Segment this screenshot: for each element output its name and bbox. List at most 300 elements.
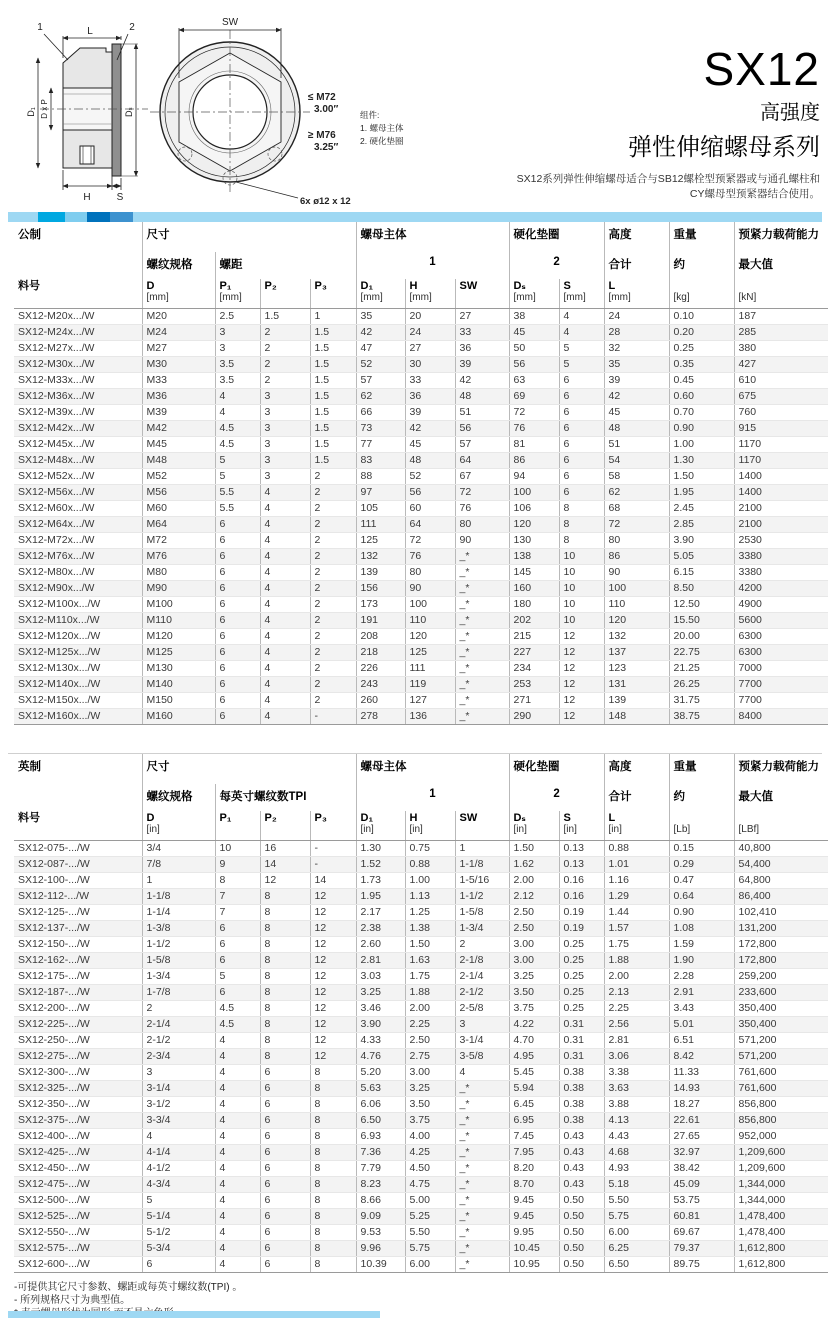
value-cell: 47 [356, 341, 405, 357]
value-cell: 2 [455, 937, 509, 953]
value-cell: 79.37 [669, 1241, 734, 1257]
dim-dxp-label: D x P [40, 99, 49, 119]
value-cell: 1-1/2 [455, 889, 509, 905]
group-header-nut-body: 螺母主体 [356, 754, 509, 784]
value-cell: 9 [215, 857, 260, 873]
value-cell: 6 [215, 645, 260, 661]
table-row [14, 629, 828, 645]
size-note-ge: ≥ M76 [308, 130, 336, 141]
part-number-cell: SX12-M24x.../W [14, 325, 142, 341]
value-cell: 4 [215, 1145, 260, 1161]
value-cell: 12 [559, 645, 604, 661]
part-number-cell: SX12-450-.../W [14, 1161, 142, 1177]
value-cell: 202 [509, 613, 559, 629]
group-header-size: 尺寸 [142, 222, 356, 252]
value-cell: 1-7/8 [142, 985, 215, 1001]
value-cell: 39 [405, 405, 455, 421]
value-cell: 0.38 [559, 1065, 604, 1081]
value-cell: 3 [260, 389, 310, 405]
value-cell: 4 [215, 1225, 260, 1241]
value-cell: 1.88 [604, 953, 669, 969]
part-number-cell: SX12-175-.../W [14, 969, 142, 985]
value-cell: 50 [509, 341, 559, 357]
value-cell: 20 [405, 309, 455, 325]
value-cell: 3.00 [509, 937, 559, 953]
part-number-cell: SX12-187-.../W [14, 985, 142, 1001]
value-cell: 227 [509, 645, 559, 661]
subheader-tpi: 每英寸螺纹数TPI [215, 784, 356, 811]
value-cell: 10 [559, 597, 604, 613]
value-cell: 4 [215, 1193, 260, 1209]
value-cell: 1.5 [310, 373, 356, 389]
value-cell: 427 [734, 357, 828, 373]
value-cell: 4.25 [405, 1145, 455, 1161]
value-cell: 6 [559, 421, 604, 437]
part-number-cell: SX12-200-.../W [14, 1001, 142, 1017]
part-number-cell: SX12-M72x.../W [14, 533, 142, 549]
value-cell: 0.16 [559, 873, 604, 889]
value-cell: 2.13 [604, 985, 669, 1001]
value-cell: 2.38 [356, 921, 405, 937]
value-cell: _* [455, 581, 509, 597]
value-cell: _* [455, 613, 509, 629]
value-cell: 3.46 [356, 1001, 405, 1017]
page-title: SX12 [703, 43, 820, 95]
table-row [14, 677, 828, 693]
value-cell: 6 [559, 405, 604, 421]
table-row [14, 1001, 828, 1017]
value-cell: 6 [215, 613, 260, 629]
value-cell: 2 [310, 469, 356, 485]
part-number-cell: SX12-250-.../W [14, 1033, 142, 1049]
table-row [14, 1161, 828, 1177]
value-cell: 5-1/4 [142, 1209, 215, 1225]
value-cell: 48 [604, 421, 669, 437]
value-cell: 3.03 [356, 969, 405, 985]
value-cell: 610 [734, 373, 828, 389]
value-cell: 68 [604, 501, 669, 517]
value-cell: 0.43 [559, 1129, 604, 1145]
part-number-cell: SX12-525-.../W [14, 1209, 142, 1225]
value-cell: 36 [455, 341, 509, 357]
column-header: P₂ [260, 811, 310, 841]
value-cell: 6 [559, 469, 604, 485]
value-cell: 27.65 [669, 1129, 734, 1145]
value-cell: _* [455, 549, 509, 565]
part-number-cell: SX12-M76x.../W [14, 549, 142, 565]
value-cell: 5600 [734, 613, 828, 629]
value-cell: 12 [559, 629, 604, 645]
value-cell: 3.06 [604, 1049, 669, 1065]
value-cell: 12 [310, 1001, 356, 1017]
value-cell: 4.93 [604, 1161, 669, 1177]
part-number-cell: SX12-M27x.../W [14, 341, 142, 357]
value-cell: 3 [260, 437, 310, 453]
metric-table [14, 222, 828, 725]
value-cell: 2 [310, 549, 356, 565]
value-cell: 132 [604, 629, 669, 645]
value-cell: _* [455, 597, 509, 613]
value-cell: 8 [310, 1161, 356, 1177]
value-cell: 7 [215, 889, 260, 905]
value-cell: 27 [455, 309, 509, 325]
value-cell: 32 [604, 341, 669, 357]
part-number-cell: SX12-M140x.../W [14, 677, 142, 693]
column-header: L [in] [604, 811, 669, 841]
value-cell: 48 [405, 453, 455, 469]
value-cell: 10 [559, 581, 604, 597]
value-cell: 2 [310, 485, 356, 501]
value-cell: 39 [455, 357, 509, 373]
value-cell: 106 [509, 501, 559, 517]
value-cell: 5-1/2 [142, 1225, 215, 1241]
value-cell: 1-1/8 [142, 889, 215, 905]
value-cell: _* [455, 1241, 509, 1257]
value-cell: 5.00 [405, 1193, 455, 1209]
value-cell: 0.25 [559, 937, 604, 953]
value-cell: 233,600 [734, 985, 828, 1001]
table-row [14, 841, 828, 857]
value-cell: 4.33 [356, 1033, 405, 1049]
table-row [14, 1193, 828, 1209]
value-cell: 54,400 [734, 857, 828, 873]
value-cell: 139 [604, 693, 669, 709]
part-number-cell: SX12-M120x.../W [14, 629, 142, 645]
value-cell: 260 [356, 693, 405, 709]
table-row [14, 325, 828, 341]
value-cell: 131,200 [734, 921, 828, 937]
table-row [14, 921, 828, 937]
table-row [14, 1129, 828, 1145]
value-cell: 14.93 [669, 1081, 734, 1097]
value-cell: 2.45 [669, 501, 734, 517]
column-header: H [mm] [405, 279, 455, 309]
value-cell: 8 [310, 1241, 356, 1257]
value-cell: 12 [310, 1017, 356, 1033]
value-cell: 4 [260, 533, 310, 549]
value-cell: 1.5 [310, 405, 356, 421]
value-cell: 5.05 [669, 549, 734, 565]
group-header-height: 高度 [604, 754, 669, 784]
value-cell: 24 [405, 325, 455, 341]
value-cell: _* [455, 1225, 509, 1241]
value-cell: 3.00 [509, 953, 559, 969]
subheader-preload-max: 最大值 [734, 252, 828, 279]
value-cell: 285 [734, 325, 828, 341]
part-number-cell: SX12-087-.../W [14, 857, 142, 873]
value-cell: 253 [509, 677, 559, 693]
value-cell: 761,600 [734, 1081, 828, 1097]
column-header: Dₛ [mm] [509, 279, 559, 309]
value-cell: 208 [356, 629, 405, 645]
subheader-nut-body-num: 1 [356, 784, 509, 811]
value-cell: 12 [559, 709, 604, 725]
value-cell: 5.5 [215, 485, 260, 501]
column-header: SW [455, 279, 509, 309]
value-cell: 38 [509, 309, 559, 325]
value-cell: 51 [604, 437, 669, 453]
value-cell: 1,478,400 [734, 1209, 828, 1225]
value-cell: 72 [405, 533, 455, 549]
value-cell: 1-1/8 [455, 857, 509, 873]
column-header: SW [455, 811, 509, 841]
part-number-cell: SX12-M30x.../W [14, 357, 142, 373]
value-cell: 76 [509, 421, 559, 437]
value-cell: 100 [604, 581, 669, 597]
value-cell: 7700 [734, 693, 828, 709]
value-cell: 4 [215, 1241, 260, 1257]
value-cell: 8 [310, 1193, 356, 1209]
value-cell: 3-5/8 [455, 1049, 509, 1065]
value-cell: 6300 [734, 629, 828, 645]
value-cell: 915 [734, 421, 828, 437]
value-cell: 6.51 [669, 1033, 734, 1049]
value-cell: 4 [260, 597, 310, 613]
value-cell: 180 [509, 597, 559, 613]
value-cell: 0.90 [669, 421, 734, 437]
value-cell: - [310, 841, 356, 857]
part-number-cell: SX12-M60x.../W [14, 501, 142, 517]
value-cell: M20 [142, 309, 215, 325]
value-cell: M39 [142, 405, 215, 421]
value-cell: 72 [604, 517, 669, 533]
value-cell: 51 [455, 405, 509, 421]
value-cell: 64 [405, 517, 455, 533]
table-row [14, 1257, 828, 1273]
value-cell: 3 [455, 1017, 509, 1033]
value-cell: 4 [260, 485, 310, 501]
table-row [14, 533, 828, 549]
value-cell: 0.43 [559, 1177, 604, 1193]
part-number-cell: SX12-M20x.../W [14, 309, 142, 325]
part-number-cell: SX12-M150x.../W [14, 693, 142, 709]
part-number-cell: SX12-M130x.../W [14, 661, 142, 677]
value-cell: 0.70 [669, 405, 734, 421]
value-cell: 0.64 [669, 889, 734, 905]
value-cell: 120 [509, 517, 559, 533]
value-cell: 2 [260, 373, 310, 389]
value-cell: 1-5/8 [142, 953, 215, 969]
value-cell: 0.90 [669, 905, 734, 921]
value-cell: 62 [356, 389, 405, 405]
column-header: S [mm] [559, 279, 604, 309]
value-cell: M60 [142, 501, 215, 517]
value-cell: 11.33 [669, 1065, 734, 1081]
value-cell: 8 [260, 1017, 310, 1033]
value-cell: 4 [559, 309, 604, 325]
value-cell: 7000 [734, 661, 828, 677]
part-number-cell: SX12-325-.../W [14, 1081, 142, 1097]
value-cell: 38.75 [669, 709, 734, 725]
value-cell: 42 [455, 373, 509, 389]
value-cell: 5.75 [405, 1241, 455, 1257]
value-cell: 12 [310, 937, 356, 953]
value-cell: 1.73 [356, 873, 405, 889]
value-cell: 1.5 [310, 421, 356, 437]
value-cell: _* [455, 645, 509, 661]
value-cell: 1.88 [405, 985, 455, 1001]
value-cell: 4 [260, 581, 310, 597]
value-cell: 2.56 [604, 1017, 669, 1033]
part-number-cell: SX12-400-.../W [14, 1129, 142, 1145]
value-cell: 6 [559, 485, 604, 501]
value-cell: 6 [215, 565, 260, 581]
value-cell: M80 [142, 565, 215, 581]
value-cell: 22.61 [669, 1113, 734, 1129]
value-cell: 12.50 [669, 597, 734, 613]
value-cell: 125 [405, 645, 455, 661]
value-cell: 2.00 [509, 873, 559, 889]
value-cell: 1.25 [405, 905, 455, 921]
table-row [14, 937, 828, 953]
table-row [14, 1033, 828, 1049]
value-cell: 6 [559, 389, 604, 405]
value-cell: 6 [215, 953, 260, 969]
value-cell: 2-1/2 [142, 1033, 215, 1049]
value-cell: 2 [310, 677, 356, 693]
value-cell: 1-1/2 [142, 937, 215, 953]
value-cell: 1.5 [310, 389, 356, 405]
value-cell: 4 [215, 1033, 260, 1049]
value-cell: 56 [455, 421, 509, 437]
value-cell: 45.09 [669, 1177, 734, 1193]
value-cell: 4 [260, 661, 310, 677]
value-cell: - [310, 857, 356, 873]
value-cell: 1.50 [669, 469, 734, 485]
value-cell: 5 [559, 357, 604, 373]
value-cell: 22.75 [669, 645, 734, 661]
value-cell: 12 [310, 1049, 356, 1065]
value-cell: 1.01 [604, 857, 669, 873]
value-cell: 6 [215, 517, 260, 533]
value-cell: _* [455, 1209, 509, 1225]
value-cell: _* [455, 1257, 509, 1273]
subheader-weight-approx: 约 [669, 784, 734, 811]
value-cell: 6 [260, 1225, 310, 1241]
value-cell: 86,400 [734, 889, 828, 905]
value-cell: 28 [604, 325, 669, 341]
part-number-cell: SX12-M39x.../W [14, 405, 142, 421]
value-cell: 1.52 [356, 857, 405, 873]
value-cell: 8 [215, 873, 260, 889]
value-cell: 2.00 [604, 969, 669, 985]
value-cell: 30 [405, 357, 455, 373]
value-cell: 8 [559, 501, 604, 517]
value-cell: M140 [142, 677, 215, 693]
part-number-cell: SX12-162-.../W [14, 953, 142, 969]
part-number-cell: SX12-550-.../W [14, 1225, 142, 1241]
column-header: H [in] [405, 811, 455, 841]
value-cell: 234 [509, 661, 559, 677]
value-cell: 6 [215, 921, 260, 937]
value-cell: 2-1/2 [455, 985, 509, 1001]
value-cell: 2 [310, 693, 356, 709]
value-cell: 3 [142, 1065, 215, 1081]
value-cell: 760 [734, 405, 828, 421]
value-cell: 160 [509, 581, 559, 597]
value-cell: 7.45 [509, 1129, 559, 1145]
group-header-nut-body: 螺母主体 [356, 222, 509, 252]
value-cell: 148 [604, 709, 669, 725]
value-cell: 8 [310, 1177, 356, 1193]
table-row [14, 857, 828, 873]
value-cell: 1-5/16 [455, 873, 509, 889]
value-cell: 2 [310, 661, 356, 677]
value-cell: 10 [559, 549, 604, 565]
value-cell: M150 [142, 693, 215, 709]
value-cell: 4.70 [509, 1033, 559, 1049]
value-cell: _* [455, 677, 509, 693]
subheader-thread-spec: 螺纹规格 [142, 784, 215, 811]
value-cell: M72 [142, 533, 215, 549]
value-cell: 1 [310, 309, 356, 325]
value-cell: _* [455, 661, 509, 677]
value-cell: M30 [142, 357, 215, 373]
value-cell: M52 [142, 469, 215, 485]
value-cell: 45 [405, 437, 455, 453]
value-cell: 5.20 [356, 1065, 405, 1081]
value-cell: 1.30 [669, 453, 734, 469]
value-cell: 6 [260, 1065, 310, 1081]
value-cell: M130 [142, 661, 215, 677]
part-number-cell: SX12-M64x.../W [14, 517, 142, 533]
value-cell: 8.23 [356, 1177, 405, 1193]
value-cell: 39 [604, 373, 669, 389]
subheader-weight-approx: 约 [669, 252, 734, 279]
value-cell: 89.75 [669, 1257, 734, 1273]
value-cell: 7/8 [142, 857, 215, 873]
column-header: [kg] [669, 279, 734, 309]
value-cell: 3.25 [509, 969, 559, 985]
value-cell: 290 [509, 709, 559, 725]
value-cell: 1.30 [356, 841, 405, 857]
value-cell: 130 [509, 533, 559, 549]
value-cell: 8.50 [669, 581, 734, 597]
subheader-nut-body-num: 1 [356, 252, 509, 279]
value-cell: _* [455, 1145, 509, 1161]
value-cell: 1-3/4 [142, 969, 215, 985]
value-cell: 0.29 [669, 857, 734, 873]
value-cell: 0.25 [669, 341, 734, 357]
value-cell: 80 [455, 517, 509, 533]
value-cell: 5-3/4 [142, 1241, 215, 1257]
part-number-cell: SX12-075-.../W [14, 841, 142, 857]
value-cell: 52 [356, 357, 405, 373]
value-cell: 3 [215, 325, 260, 341]
value-cell: 2.25 [405, 1017, 455, 1033]
value-cell: 952,000 [734, 1129, 828, 1145]
value-cell: 2.25 [604, 1001, 669, 1017]
table-row [14, 581, 828, 597]
value-cell: 0.38 [559, 1081, 604, 1097]
value-cell: 138 [509, 549, 559, 565]
value-cell: 6 [215, 629, 260, 645]
value-cell: 0.25 [559, 1001, 604, 1017]
value-cell: M24 [142, 325, 215, 341]
value-cell: 6.00 [405, 1257, 455, 1273]
value-cell: 12 [559, 693, 604, 709]
value-cell: 12 [310, 905, 356, 921]
column-header: P₂ [260, 279, 310, 309]
value-cell: 4 [142, 1129, 215, 1145]
group-header-washer: 硬化垫圈 [509, 754, 604, 784]
value-cell: 145 [509, 565, 559, 581]
value-cell: 6 [260, 1241, 310, 1257]
value-cell: 6 [260, 1209, 310, 1225]
value-cell: 4 [260, 645, 310, 661]
part-number-cell: SX12-475-.../W [14, 1177, 142, 1193]
table-row [14, 873, 828, 889]
